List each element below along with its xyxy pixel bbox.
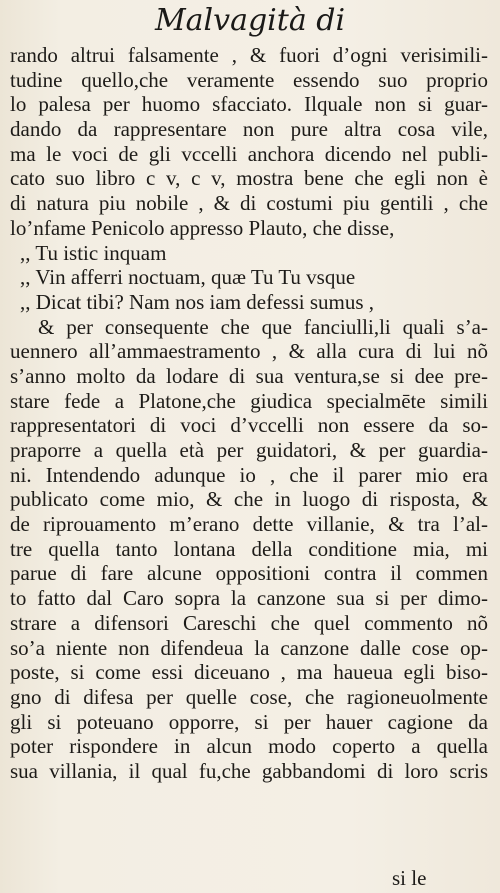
catchword: si le <box>392 866 427 890</box>
text-line: gli si poteuano opporre, si per hauer cagione da <box>10 709 488 734</box>
text-line: parue di fare alcune oppositioni contra il commen <box>10 561 488 586</box>
text-line: tudine quello,che veramente essendo suo proprio <box>10 67 488 92</box>
text-line: cato suo libro c v, c v, mostra bene che egli non è <box>10 166 488 191</box>
text-line: lo’nfame Penicolo appresso Plauto, che disse, <box>10 215 395 240</box>
text-line: s’anno molto da lodare di sua ventura,se si dee pre- <box>10 363 488 388</box>
text-line: ma le voci de gli vccelli anchora dicendo nel publi- <box>10 141 488 166</box>
text-line: rappresentatori di voci d’vccelli non essere da so- <box>10 413 488 438</box>
verse-line: ,, Tu istic inquam <box>20 240 167 265</box>
text-line: poter rispondere in alcun modo coperto a quella <box>10 734 488 759</box>
text-line: & per consequente che que fanciulli,li quali s’a- <box>38 314 488 339</box>
text-line: gno di difesa per quelle cose, che ragioneuolmente <box>10 684 488 709</box>
text-line: de riprouamento m’erano dette villanie, & tra l’al- <box>10 512 488 537</box>
running-head: Malvagità di <box>154 3 346 38</box>
text-line: di natura piu nobile , & di costumi piu gentili , che <box>10 191 488 216</box>
text-line: praporre a quella età per guidatori, & per guardia- <box>10 438 488 462</box>
text-line: to fatto dal Caro sopra la canzone sua si per dimo- <box>10 586 488 611</box>
text-line: publicato come mio, & che in luogo di risposta, & <box>10 487 488 512</box>
verse-line: ,, Dicat tibi? Nam nos iam defessi sumus , <box>20 289 375 314</box>
text-line: poste, si come essi diceuano , ma haueua egli biso- <box>10 660 488 685</box>
text-line: stare fede a Platone,che giudica specialmēte simili <box>10 388 488 413</box>
text-line: sua villania, il qual fu,che gabbandomi di loro scris <box>10 758 488 783</box>
text-line: uennero all’ammaestramento , & alla cura di lui nõ <box>10 339 488 364</box>
text-line: strare a difensori Careschi che quel commento nõ <box>10 610 488 635</box>
verse-line: ,, Vin afferri noctuam, quæ Tu Tu vsque <box>20 265 356 290</box>
text-line: dando da rappresentare non pure altra cosa vile, <box>10 117 488 142</box>
text-line: lo palesa per huomo sfacciato. Ilquale non si guar- <box>10 92 488 117</box>
body-text <box>10 43 488 784</box>
text-line: tre quella tanto lontana della conditione mia, mi <box>10 536 488 561</box>
text-line: ni. Intendendo adunque io , che il parer mio era <box>10 462 488 487</box>
text-line: rando altrui falsamente , & fuori d’ogni verisimili- <box>10 43 488 67</box>
text-line: so’a niente non difendeua la canzone dalle cose op- <box>10 635 488 660</box>
